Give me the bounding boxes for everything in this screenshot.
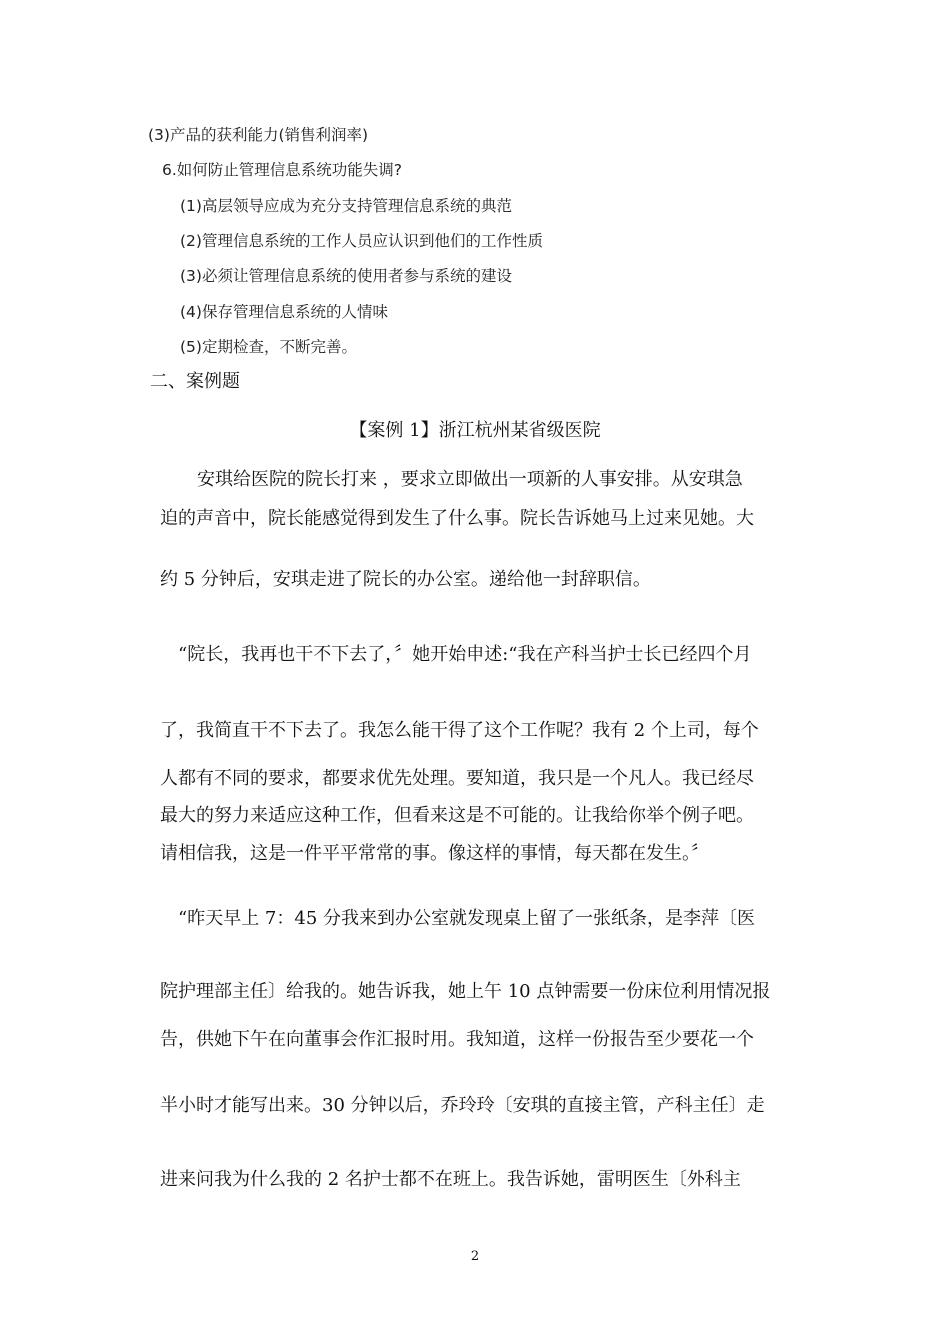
q6-item-2: (2)管理信息系统的工作人员应认识到他们的工作性质 — [180, 232, 543, 250]
question-6: 6.如何防止管理信息系统功能失调? — [162, 161, 403, 179]
body-line-5: 了，我简直干不下去了。我怎么能干得了这个工作呢？我有 2 个上司，每个 — [160, 720, 759, 741]
q6-item-4: (4)保存管理信息系统的人情味 — [180, 303, 388, 321]
q6-item-3: (3)必须让管理信息系统的使用者参与系统的建设 — [180, 267, 512, 285]
body-line-9: “昨天早上 7：45 分我来到办公室就发现桌上留了一张纸条，是李萍〔医 — [178, 908, 755, 929]
body-line-10: 院护理部主任〕给我的。她告诉我，她上午 10 点钟需要一份床位利用情况报 — [160, 981, 771, 1002]
body-line-3: 约 5 分钟后，安琪走进了院长的办公室。递给他一封辞职信。 — [160, 569, 651, 590]
section-heading: 二、案例题 — [150, 371, 240, 392]
body-line-7: 最大的努力来适应这种工作，但看来这是不可能的。让我给你举个例子吧。 — [160, 805, 754, 826]
body-line-6: 人都有不同的要求，都要求优先处理。要知道，我只是一个凡人。我已经尽 — [160, 768, 754, 789]
body-line-8: 请相信我，这是一件平平常常的事。像这样的事情，每天都在发生。〞 — [160, 843, 709, 864]
body-line-4: “院长，我再也干不下去了，〞她开始申述:“我在产科当护士长已经四个月 — [178, 644, 752, 665]
page-number: 2 — [470, 1249, 480, 1264]
body-line-1: 安琪给医院的院长打来 ，要求立即做出一项新的人事安排。从安琪急 — [197, 469, 743, 490]
q6-item-1: (1)高层领导应成为充分支持管理信息系统的典范 — [180, 197, 512, 215]
case-title: 【案例 1】浙江杭州某省级医院 — [349, 420, 601, 441]
q6-item-5: (5)定期检查，不断完善。 — [180, 338, 357, 356]
body-line-12: 半小时才能写出来。30 分钟以后，乔玲玲〔安琪的直接主管，产科主任〕走 — [160, 1095, 765, 1116]
list-item-3: (3)产品的获利能力(销售利润率) — [148, 126, 369, 144]
body-line-11: 告，供她下午在向董事会作汇报时用。我知道，这样一份报告至少要花一个 — [160, 1029, 754, 1050]
body-line-13: 进来问我为什么我的 2 名护士都不在班上。我告诉她，雷明医生〔外科主 — [160, 1169, 741, 1190]
body-line-2: 迫的声音中，院长能感觉得到发生了什么事。院长告诉她马上过来见她。大 — [160, 508, 754, 529]
